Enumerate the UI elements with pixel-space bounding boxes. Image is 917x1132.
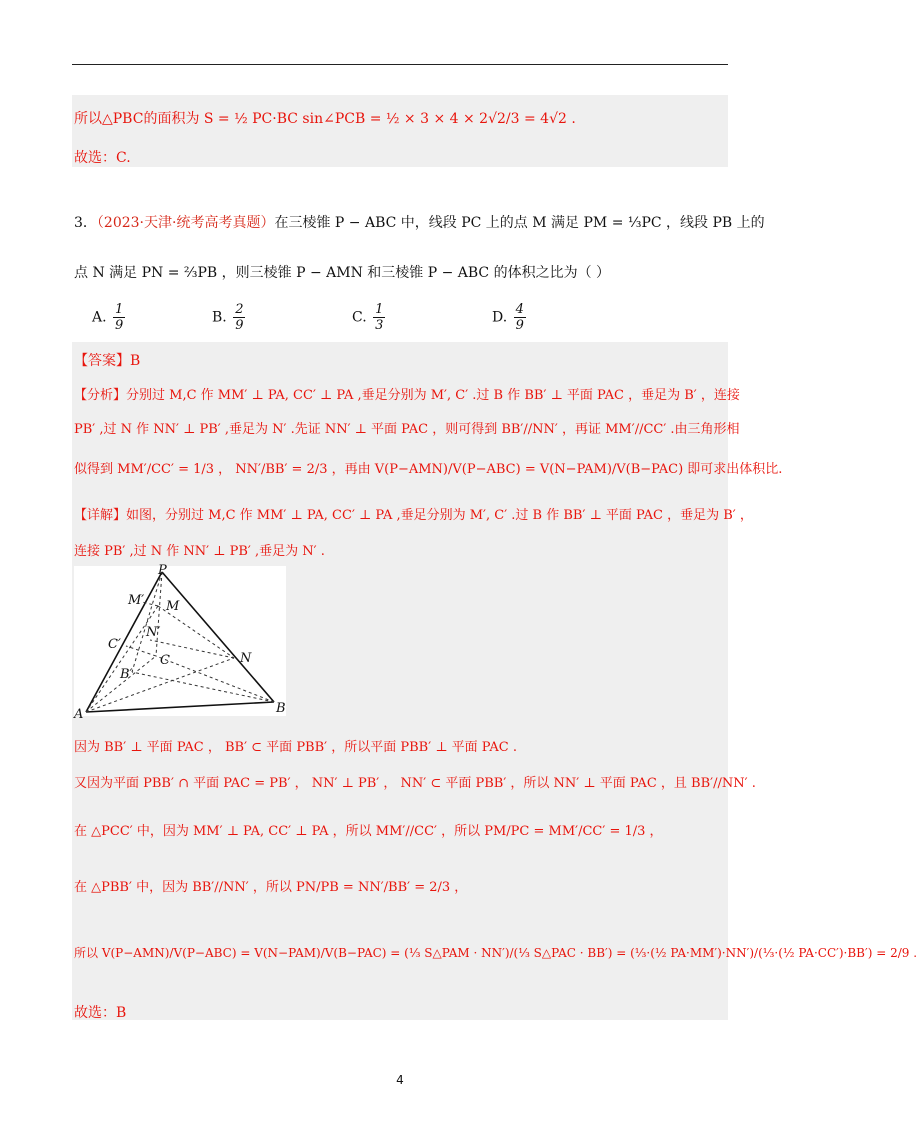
label-N-prime: N′	[146, 625, 161, 640]
option-c: C. $\frac{1}{3}$	[352, 302, 384, 333]
label-N: N	[240, 651, 252, 666]
label-B: B	[276, 701, 286, 716]
detail-line-1: 【详解】如图，分别过 M,C 作 MM′ ⊥ PA, CC′ ⊥ PA ,垂足分别为 M′, C′ .过 B 作 BB′ ⊥ 平面 PAC ，垂足为 B′ ，	[74, 508, 753, 523]
detail-line-7: 所以 V(P−AMN)/V(P−ABC) = V(N−PAM)/V(B−PAC) = (⅓ S△PAM · NN′)/(⅓ S△PAC · BB′) = (⅓·(½ PA·MM′)·NN′)/(⅓·(½ PA·CC′)·BB′) = 2/9 .	[74, 946, 917, 960]
analysis-line-1: 【分析】分别过 M,C 作 MM′ ⊥ PA, CC′ ⊥ PA ,垂足分别为 M′, C′ .过 B 作 BB′ ⊥ 平面 PAC ，垂足为 B′ ，连接	[74, 388, 740, 403]
analysis-line-2: PB′ ,过 N 作 NN′ ⊥ PB′ ,垂足为 N′ .先证 NN′ ⊥ 平面 PAC ，则可得到 BB′//NN′ ，再证 MM′//CC′ .由三角形相	[74, 422, 740, 437]
question-text-1: 在三棱锥 P − ABC 中，线段 PC 上的点 M 满足 PM = ⅓PC ，线段 PB 上的	[274, 215, 765, 231]
label-B-prime: B′	[120, 667, 133, 682]
answer: 【答案】B	[74, 353, 141, 369]
detail-line-6: 在 △PBB′ 中，因为 BB′//NN′ ，所以 PN/PB = NN′/BB′ = 2/3 ，	[74, 880, 468, 895]
question-line-2: 点 N 满足 PN = ⅔PB ，则三棱锥 P − AMN 和三棱锥 P − ABC 的体积之比为（ ）	[74, 265, 611, 281]
detail-line-5: 在 △PCC′ 中，因为 MM′ ⊥ PA, CC′ ⊥ PA ，所以 MM′//CC′ ，所以 PM/PC = MM′/CC′ = 1/3 ，	[74, 824, 663, 839]
header-rule	[72, 64, 728, 65]
label-M-prime: M′	[128, 593, 145, 608]
label-C-prime: C′	[108, 637, 121, 652]
tetrahedron-figure	[74, 563, 286, 722]
question-source: （2023·天津·统考高考真题）	[96, 215, 275, 231]
label-A: A	[74, 707, 84, 722]
analysis-line-3: 似得到 MM′/CC′ = 1/3 ， NN′/BB′ = 2/3 ，再由 V(P−AMN)/V(P−ABC) = V(N−PAM)/V(B−PAC) 即可求出体积比.	[74, 462, 783, 477]
prev-area-line: 所以△PBC的面积为 S = ½ PC·BC sin∠PCB = ½ × 3 × 4 × 2√2/3 = 4√2 .	[74, 111, 576, 127]
tetrahedron-diagram	[74, 563, 286, 722]
detail-line-4: 又因为平面 PBB′ ∩ 平面 PAC = PB′ ， NN′ ⊥ PB′ ， NN′ ⊂ 平面 PBB′ ，所以 NN′ ⊥ 平面 PAC ，且 BB′//NN′ .	[74, 776, 756, 791]
option-d: D. $\frac{4}{9}$	[492, 302, 524, 333]
question-number: 3．	[74, 215, 97, 231]
prev-solution-panel	[72, 95, 728, 167]
page-number: 4	[396, 1073, 404, 1087]
label-P: P	[158, 563, 167, 578]
prev-choice: 故选：C.	[74, 150, 131, 166]
detail-line-2: 连接 PB′ ,过 N 作 NN′ ⊥ PB′ ,垂足为 N′ .	[74, 544, 325, 559]
detail-choice: 故选：B	[74, 1005, 127, 1021]
question-line-1	[74, 212, 765, 232]
label-M: M	[166, 599, 180, 614]
label-C: C	[160, 653, 170, 668]
detail-line-3: 因为 BB′ ⊥ 平面 PAC ， BB′ ⊂ 平面 PBB′ ，所以平面 PBB′ ⊥ 平面 PAC .	[74, 740, 517, 755]
option-a: A. $\frac{1}{9}$	[92, 302, 124, 333]
option-b: B. $\frac{2}{9}$	[212, 302, 244, 333]
